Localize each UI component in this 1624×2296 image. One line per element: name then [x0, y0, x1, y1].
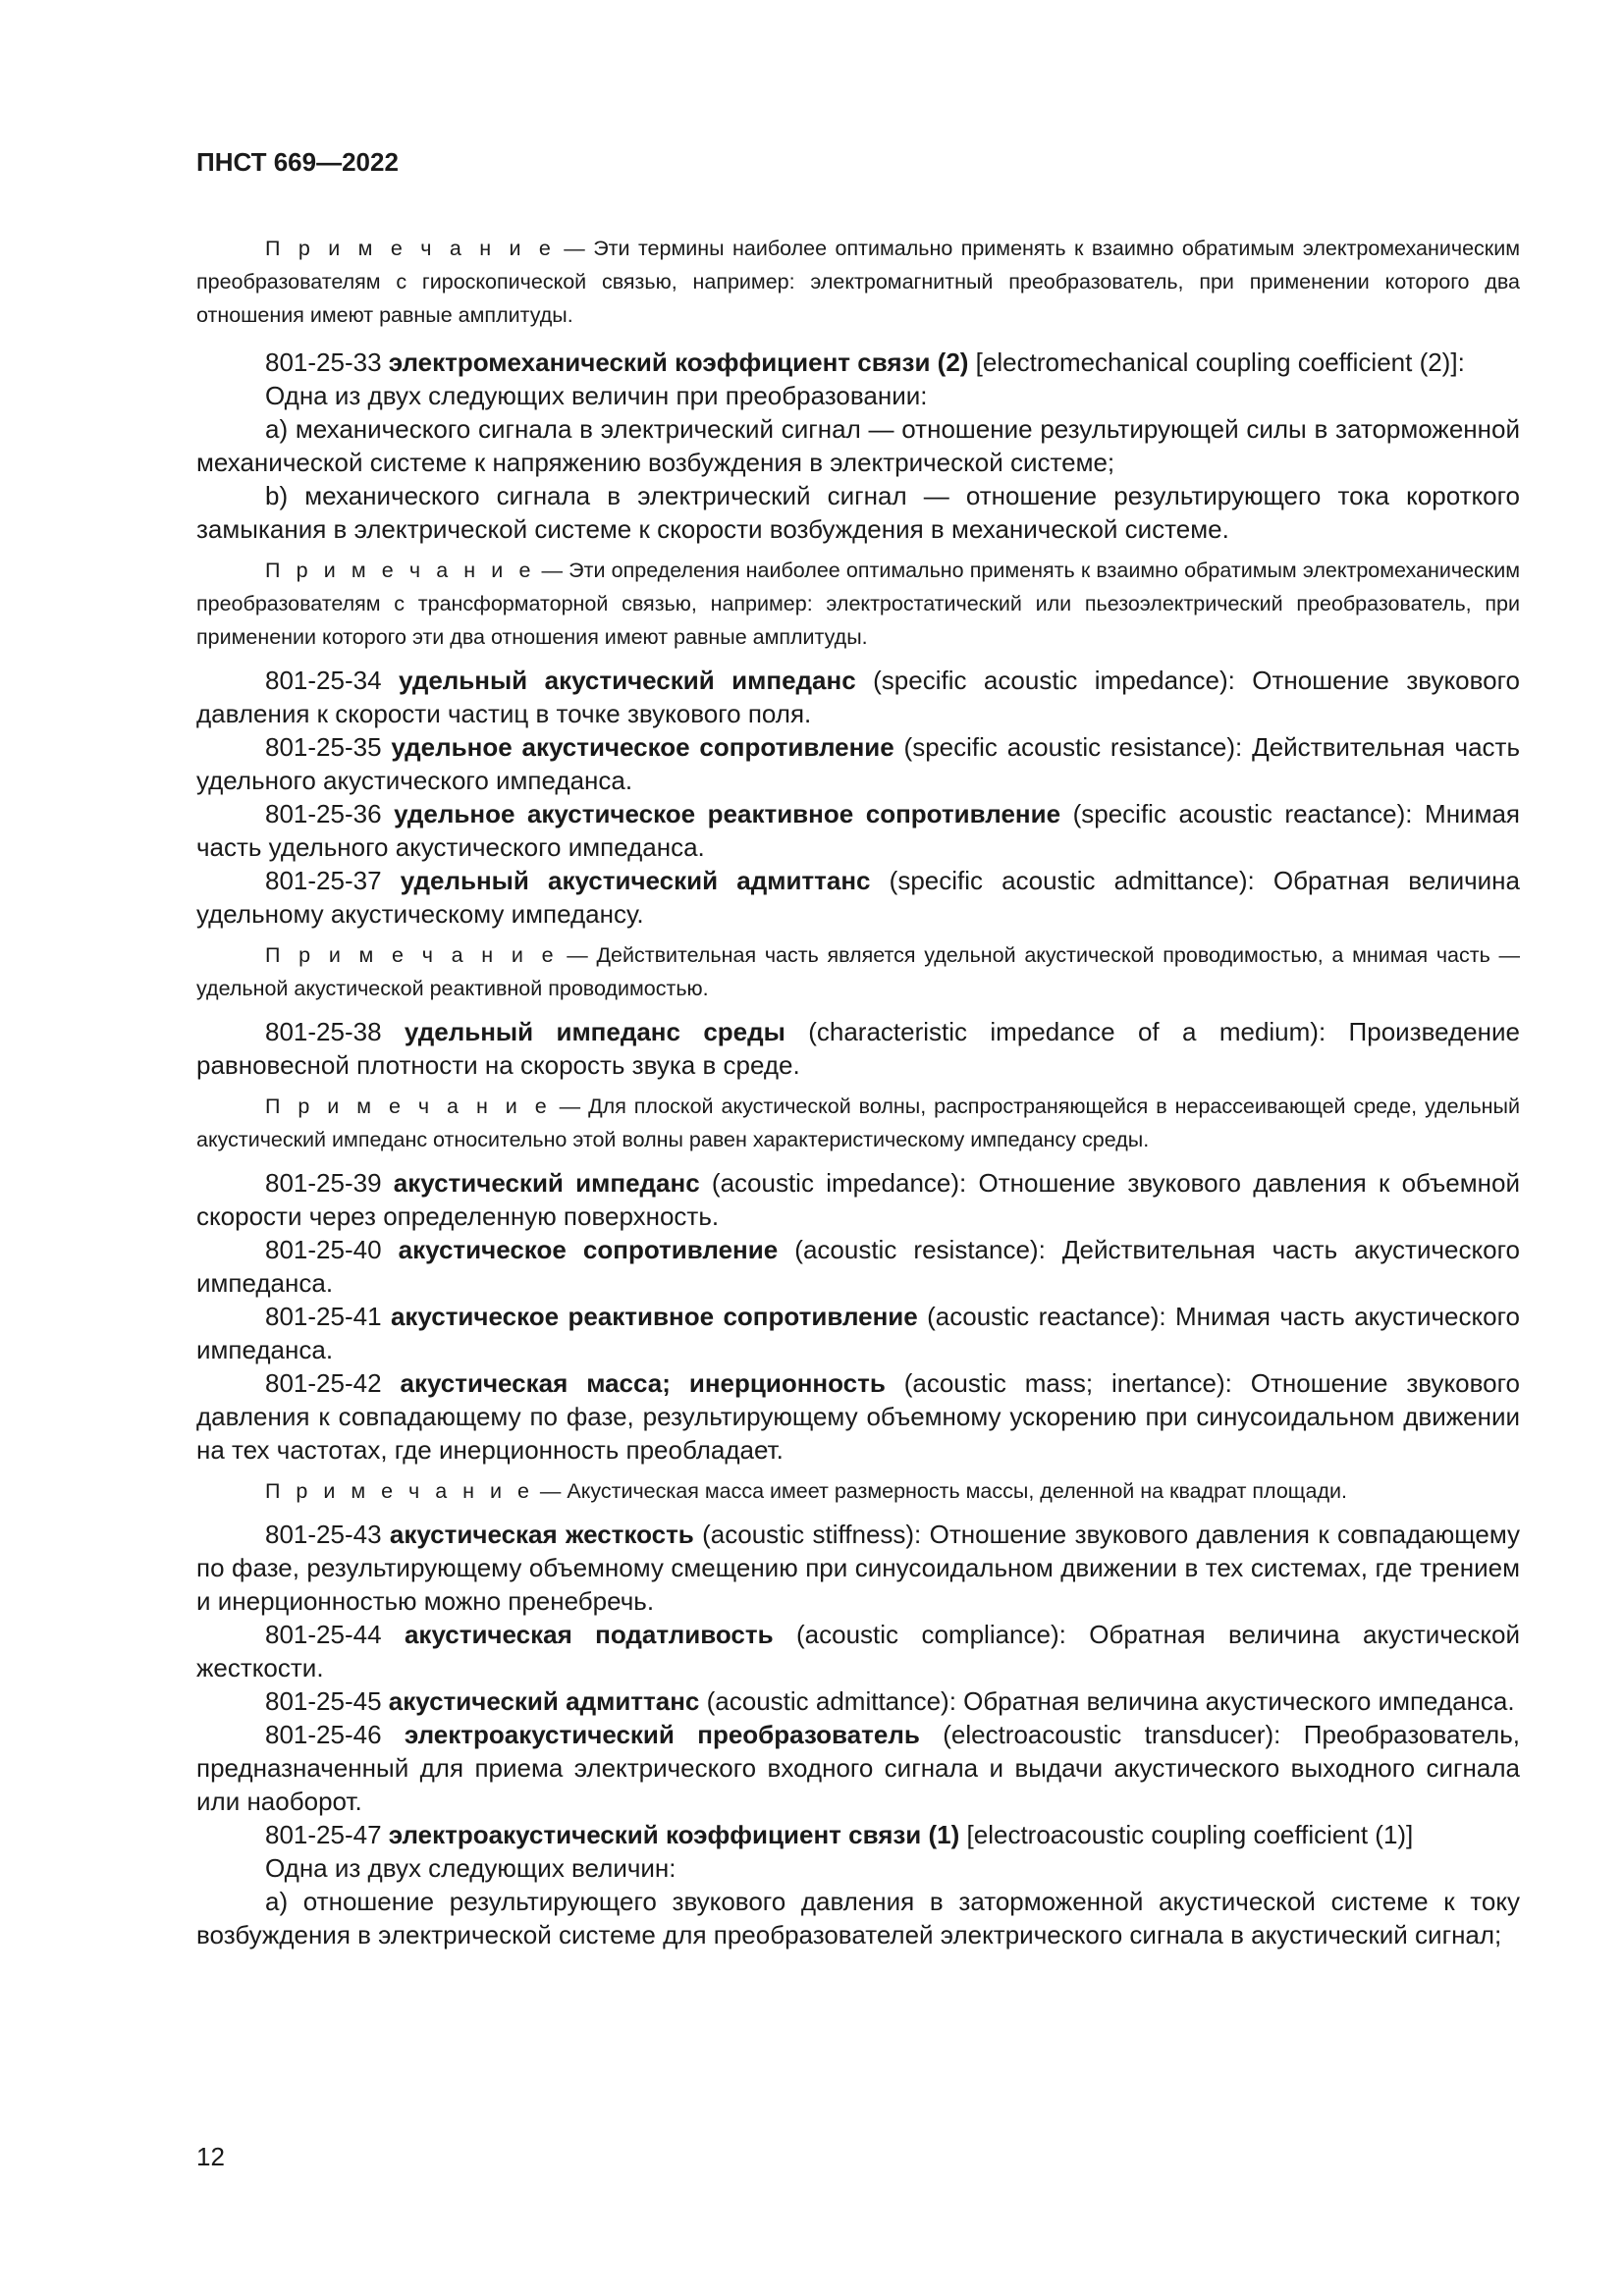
term-name: акустическая масса; инерционность	[400, 1368, 886, 1398]
note-paragraph	[196, 232, 1520, 332]
page-number: 12	[196, 2142, 225, 2171]
note-text: — Акустическая масса имеет размерность массы, деленной на квадрат площади.	[533, 1479, 1347, 1503]
term-name: акустическое сопротивление	[398, 1235, 779, 1264]
term-definition: (acoustic reactance): Мнимая часть акустического импеданса.	[196, 1302, 1520, 1364]
term-name: акустический импеданс	[393, 1168, 700, 1198]
note-label: П р и м е ч а н и е	[265, 237, 556, 260]
note-text: — Для плоской акустической волны, распространяющейся в нерассеивающей среде, удельный акустический импеданс относительно этой волны равен характеристическому импедансу среды.	[196, 1095, 1521, 1151]
term-definition: [electromechanical coupling coefficient (2)]:	[968, 347, 1465, 377]
term-name: акустическая податливость	[404, 1620, 774, 1649]
term-entry	[196, 1015, 1520, 1082]
note-paragraph	[196, 1090, 1520, 1156]
term-number: 801-25-40	[265, 1235, 382, 1264]
term-number: 801-25-47	[265, 1820, 382, 1849]
term-entry	[196, 1618, 1520, 1684]
body-paragraph: a) отношение результирующего звукового давления в заторможенной акустической системе к току возбуждения в электрической системе для преобразователей электрического сигнала в акустический сигнал;	[196, 1887, 1520, 1949]
term-name: электромеханический коэффициент связи (2)	[388, 347, 969, 377]
term-number: 801-25-34	[265, 666, 382, 695]
term-definition: (acoustic admittance): Обратная величина акустического импеданса.	[699, 1686, 1515, 1716]
body-paragraph: Одна из двух следующих величин:	[265, 1853, 677, 1883]
note-text: — Эти термины наиболее оптимально применять к взаимно обратимым электромеханическим преобразователям с гироскопической связью, например: электромагнитный преобразователь, при применении которого два отношения имеют равные амплитуды.	[196, 237, 1520, 327]
note-paragraph	[196, 1474, 1520, 1508]
term-definition: (acoustic compliance): Обратная величина акустической жесткости.	[196, 1620, 1520, 1682]
term-name: удельное акустическое реактивное сопротивление	[394, 799, 1061, 828]
term-definition: (acoustic resistance): Действительная часть акустического импеданса.	[196, 1235, 1520, 1298]
term-number: 801-25-43	[265, 1520, 382, 1549]
term-name: удельный акустический адмиттанс	[400, 866, 871, 895]
term-entry	[196, 797, 1520, 864]
note-paragraph	[196, 554, 1520, 654]
term-number: 801-25-39	[265, 1168, 382, 1198]
term-number: 801-25-44	[265, 1620, 382, 1649]
term-number: 801-25-37	[265, 866, 382, 895]
term-entry	[196, 1718, 1520, 1818]
term-name: акустическое реактивное сопротивление	[390, 1302, 918, 1331]
term-entry	[196, 1818, 1520, 1851]
term-number: 801-25-42	[265, 1368, 382, 1398]
note-text: — Действительная часть является удельной акустической проводимостью, а мнимая часть — удельной акустической реактивной проводимостью.	[196, 943, 1520, 1000]
term-number: 801-25-45	[265, 1686, 382, 1716]
term-entry	[196, 1166, 1520, 1233]
term-number: 801-25-35	[265, 732, 382, 762]
term-definition: (specific acoustic resistance): Действительная часть удельного акустического импеданса.	[196, 732, 1521, 795]
note-label: П р и м е ч а н и е	[265, 1095, 552, 1118]
term-name: удельное акустическое сопротивление	[391, 732, 894, 762]
term-entry	[196, 346, 1520, 379]
body-paragraph: Одна из двух следующих величин при преобразовании:	[265, 381, 928, 410]
term-name: удельный акустический импеданс	[399, 666, 856, 695]
term-name: акустический адмиттанс	[388, 1686, 700, 1716]
term-entry	[196, 1518, 1520, 1618]
term-definition: (specific acoustic impedance): Отношение звукового давления к скорости частиц в точке звукового поля.	[196, 666, 1520, 728]
term-definition: (acoustic impedance): Отношение звукового давления к объемной скорости через определенную поверхность.	[196, 1168, 1520, 1231]
term-definition: (characteristic impedance of a medium): Произведение равновесной плотности на скорость звука в среде.	[196, 1017, 1520, 1080]
term-entry	[196, 1684, 1520, 1718]
body-paragraph: b) механического сигнала в электрический сигнал — отношение результирующего тока короткого замыкания в электрической системе к скорости возбуждения в механической системе.	[196, 481, 1520, 544]
term-entry	[196, 664, 1520, 730]
term-number: 801-25-33	[265, 347, 382, 377]
term-name: электроакустический коэффициент связи (1)	[388, 1820, 960, 1849]
document-header: ПНСТ 669—2022	[196, 147, 399, 177]
term-number: 801-25-36	[265, 799, 382, 828]
term-definition: [electroacoustic coupling coefficient (1)]	[959, 1820, 1414, 1849]
term-entry	[196, 730, 1520, 797]
note-label: П р и м е ч а н и е	[265, 943, 559, 967]
note-text: — Эти определения наиболее оптимально применять к взаимно обратимым электромеханическим преобразователям с трансформаторной связью, например: электростатический или пьезоэлектрический преобразователь, при применении которого эти два отношения имеют равные амплитуды.	[196, 559, 1520, 649]
term-name: электроакустический преобразователь	[404, 1720, 920, 1749]
term-name: удельный импеданс среды	[404, 1017, 785, 1046]
term-number: 801-25-46	[265, 1720, 382, 1749]
term-definition: (specific acoustic reactance): Мнимая часть удельного акустического импеданса.	[196, 799, 1520, 862]
term-number: 801-25-41	[265, 1302, 382, 1331]
term-entry	[196, 864, 1520, 931]
term-entry	[196, 1366, 1520, 1467]
note-label: П р и м е ч а н и е	[265, 559, 536, 582]
term-definition: (acoustic stiffness): Отношение звукового давления к совпадающему по фазе, результирующему объемному смещению при синусоидальном движении в тех системах, где трением и инерционностью можно пренебречь.	[196, 1520, 1520, 1616]
body-paragraph: a) механического сигнала в электрический сигнал — отношение результирующей силы в заторможенной механической системе к напряжению возбуждения в электрической системе;	[196, 414, 1520, 477]
document-body	[196, 224, 1520, 1951]
term-entry	[196, 1233, 1520, 1300]
note-label: П р и м е ч а н и е	[265, 1479, 534, 1503]
term-entry	[196, 1300, 1520, 1366]
term-definition: (specific acoustic admittance): Обратная величина удельному акустическому импедансу.	[196, 866, 1520, 929]
term-definition: (electroacoustic transducer): Преобразователь, предназначенный для приема электрического входного сигнала и выдачи акустического выходного сигнала или наоборот.	[196, 1720, 1520, 1816]
term-number: 801-25-38	[265, 1017, 382, 1046]
term-definition: (acoustic mass; inertance): Отношение звукового давления к совпадающему по фазе, результирующему объемному ускорению при синусоидальном движении на тех частотах, где инерционность преобладает.	[196, 1368, 1520, 1465]
term-name: акустическая жесткость	[389, 1520, 694, 1549]
note-paragraph	[196, 938, 1520, 1005]
